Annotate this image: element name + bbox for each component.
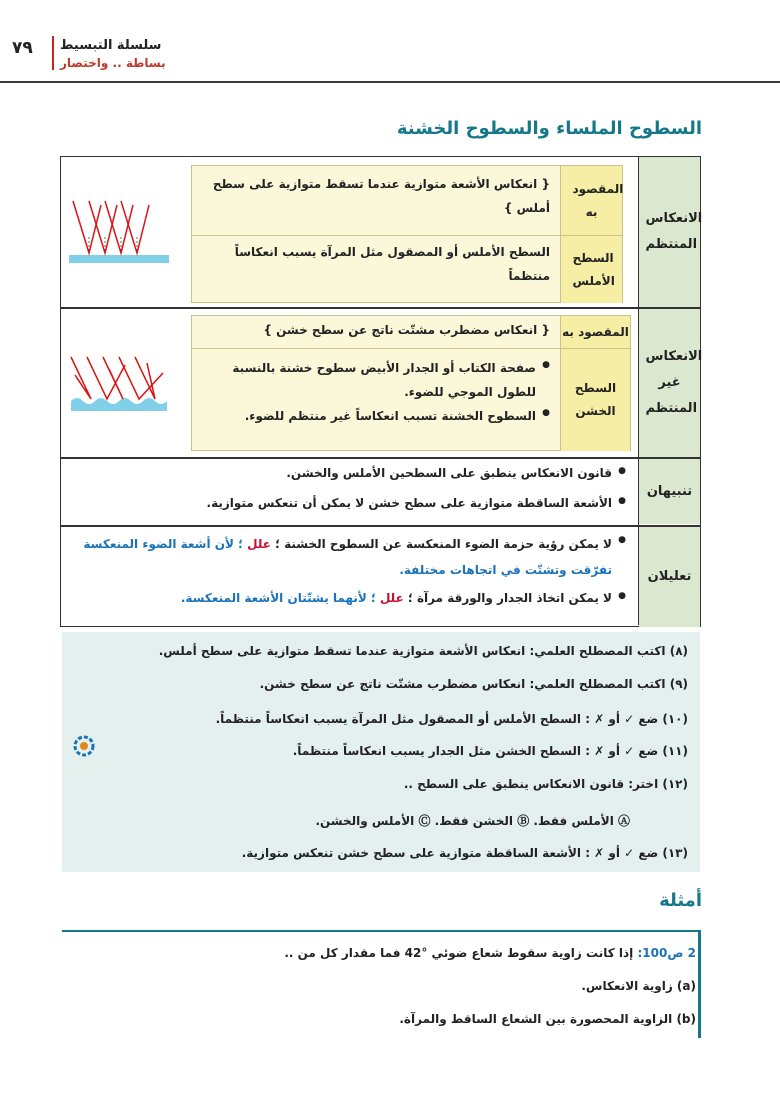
reason-1: ● لا يمكن رؤية حزمة الضوء المنعكسة عن السطوح الخشنة ؛ علل ؛ لأن أشعة الضوء المنعكسة تفرّقت وتشتّت في اتجاهات مختلفة.	[66, 531, 626, 584]
exercise-10: (١٠) ضع ✓ أو ✗ : السطح الأملس أو المصقول مثل المرآة يسبب انعكاساً منتظماً.	[215, 712, 688, 726]
note-2: ● الأشعة الساقطة متوازية على سطح خشن لا يمكن أن تنعكس متوازية.	[78, 493, 626, 515]
meaning-label-2: المقصود به	[560, 316, 630, 348]
reasons-list	[66, 531, 626, 609]
reason-1-why: علل	[247, 537, 271, 551]
term-regular-label: الانعكاس المنتظم	[645, 211, 703, 252]
rough-surface-bullets	[210, 356, 550, 428]
irregular-meaning-text: { انعكاس مضطرب مشتّت ناتج عن سطح خشن }	[263, 323, 550, 337]
header-rule	[0, 81, 780, 83]
irregular-definition-box	[191, 315, 631, 451]
regular-rays	[73, 201, 149, 253]
series-slogan: بساطة .. واختصار	[60, 56, 166, 70]
smooth-mirror	[69, 255, 169, 263]
example-part-a: (a) زاوية الانعكاس.	[581, 979, 696, 993]
reason-2-why: علل	[379, 590, 404, 605]
exercise-9: (٩) اكتب المصطلح العلمي: انعكاس مضطرب مشتّت ناتج عن سطح خشن.	[259, 677, 688, 691]
reasons-label: تعليلان	[647, 569, 692, 584]
regular-definition-box	[191, 165, 623, 303]
scattered-rays	[71, 357, 163, 399]
exercise-11: (١١) ضع ✓ أو ✗ : السطح الخشن مثل الجدار يسبب انعكاساً منتظماً.	[292, 744, 688, 758]
header-divider	[52, 36, 54, 70]
brain-gear-icon	[72, 734, 96, 758]
irregular-reflection-diagram	[67, 353, 177, 415]
rough-surface	[71, 398, 167, 411]
reason-2: ● لا يمكن اتخاذ الجدار والورقة مرآة ؛ علل ؛ لأنهما يشتّتان الأشعة المنعكسة.	[66, 588, 626, 610]
note-1: ● قانون الانعكاس ينطبق على السطحين الأملس والخشن.	[78, 463, 626, 485]
examples-title: أمثلة	[659, 890, 702, 911]
exercise-12-choices: Ⓐ الأملس فقط. Ⓑ الخشن فقط. Ⓒ الأملس والخشن.	[315, 814, 630, 828]
example-ref: 2 ص100:	[637, 946, 696, 960]
term-irregular-reflection	[639, 309, 703, 457]
reason-2-answer: ؛ لأنهما يشتّتان الأشعة المنعكسة.	[180, 590, 376, 605]
regular-meaning-text: { انعكاس الأشعة متوازية عندما تسقط متوازية على سطح أملس }	[212, 177, 550, 215]
rough-bullet-2: ● السطوح الخشنة تسبب انعكاساً غير منتظم للضوء.	[210, 404, 550, 428]
examples-top-rule	[62, 930, 700, 932]
exercise-12: (١٢) اختر: قانون الانعكاس ينطبق على السطح ..	[403, 777, 688, 791]
concept-table	[60, 156, 701, 627]
notes-label: تنبيهان	[646, 483, 693, 499]
examples-side-rule	[698, 930, 701, 1038]
exercise-8: (٨) اكتب المصطلح العلمي: انعكاس الأشعة متوازية عندما تسقط متوازية على سطح أملس.	[158, 644, 688, 658]
notes-label-cell	[639, 459, 700, 524]
example-question: 2 ص100: إذا كانت زاوية سقوط شعاع ضوئي °42 فما مقدار كل من ..	[284, 946, 696, 960]
rough-bullet-1: ● صفحة الكتاب أو الجدار الأبيض سطوح خشنة بالنسبة للطول الموجي للضوء.	[210, 356, 550, 404]
meaning-label: المقصود به	[560, 166, 622, 235]
page-number: ٧٩	[12, 38, 33, 58]
regular-reflection-diagram	[67, 197, 173, 267]
term-regular-reflection	[639, 157, 703, 307]
exercise-13: (١٣) ضع ✓ أو ✗ : الأشعة الساقطة متوازية على سطح خشن تنعكس متوازية.	[241, 846, 688, 860]
term-irregular-label: الانعكاس غير المنتظم	[645, 349, 703, 416]
reason-1-answer: ؛ لأن أشعة الضوء المنعكسة تفرّقت وتشتّت في اتجاهات مختلفة.	[83, 537, 612, 578]
section-title: السطوح الملساء والسطوح الخشنة	[396, 118, 702, 139]
rough-surface-label: السطح الخشن	[560, 348, 630, 451]
series-name: سلسلة التبسيط	[60, 38, 162, 53]
notes-list	[78, 463, 626, 514]
exercise-box	[62, 632, 700, 872]
smooth-surface-label: السطح الأملس	[560, 235, 622, 303]
reasons-label-cell	[639, 527, 700, 627]
smooth-surface-text: السطح الأملس أو المصقول مثل المرآة يسبب انعكاساً منتظماً	[234, 245, 550, 283]
example-part-b: (b) الزاوية المحصورة بين الشعاع الساقط والمرآة.	[399, 1012, 696, 1026]
